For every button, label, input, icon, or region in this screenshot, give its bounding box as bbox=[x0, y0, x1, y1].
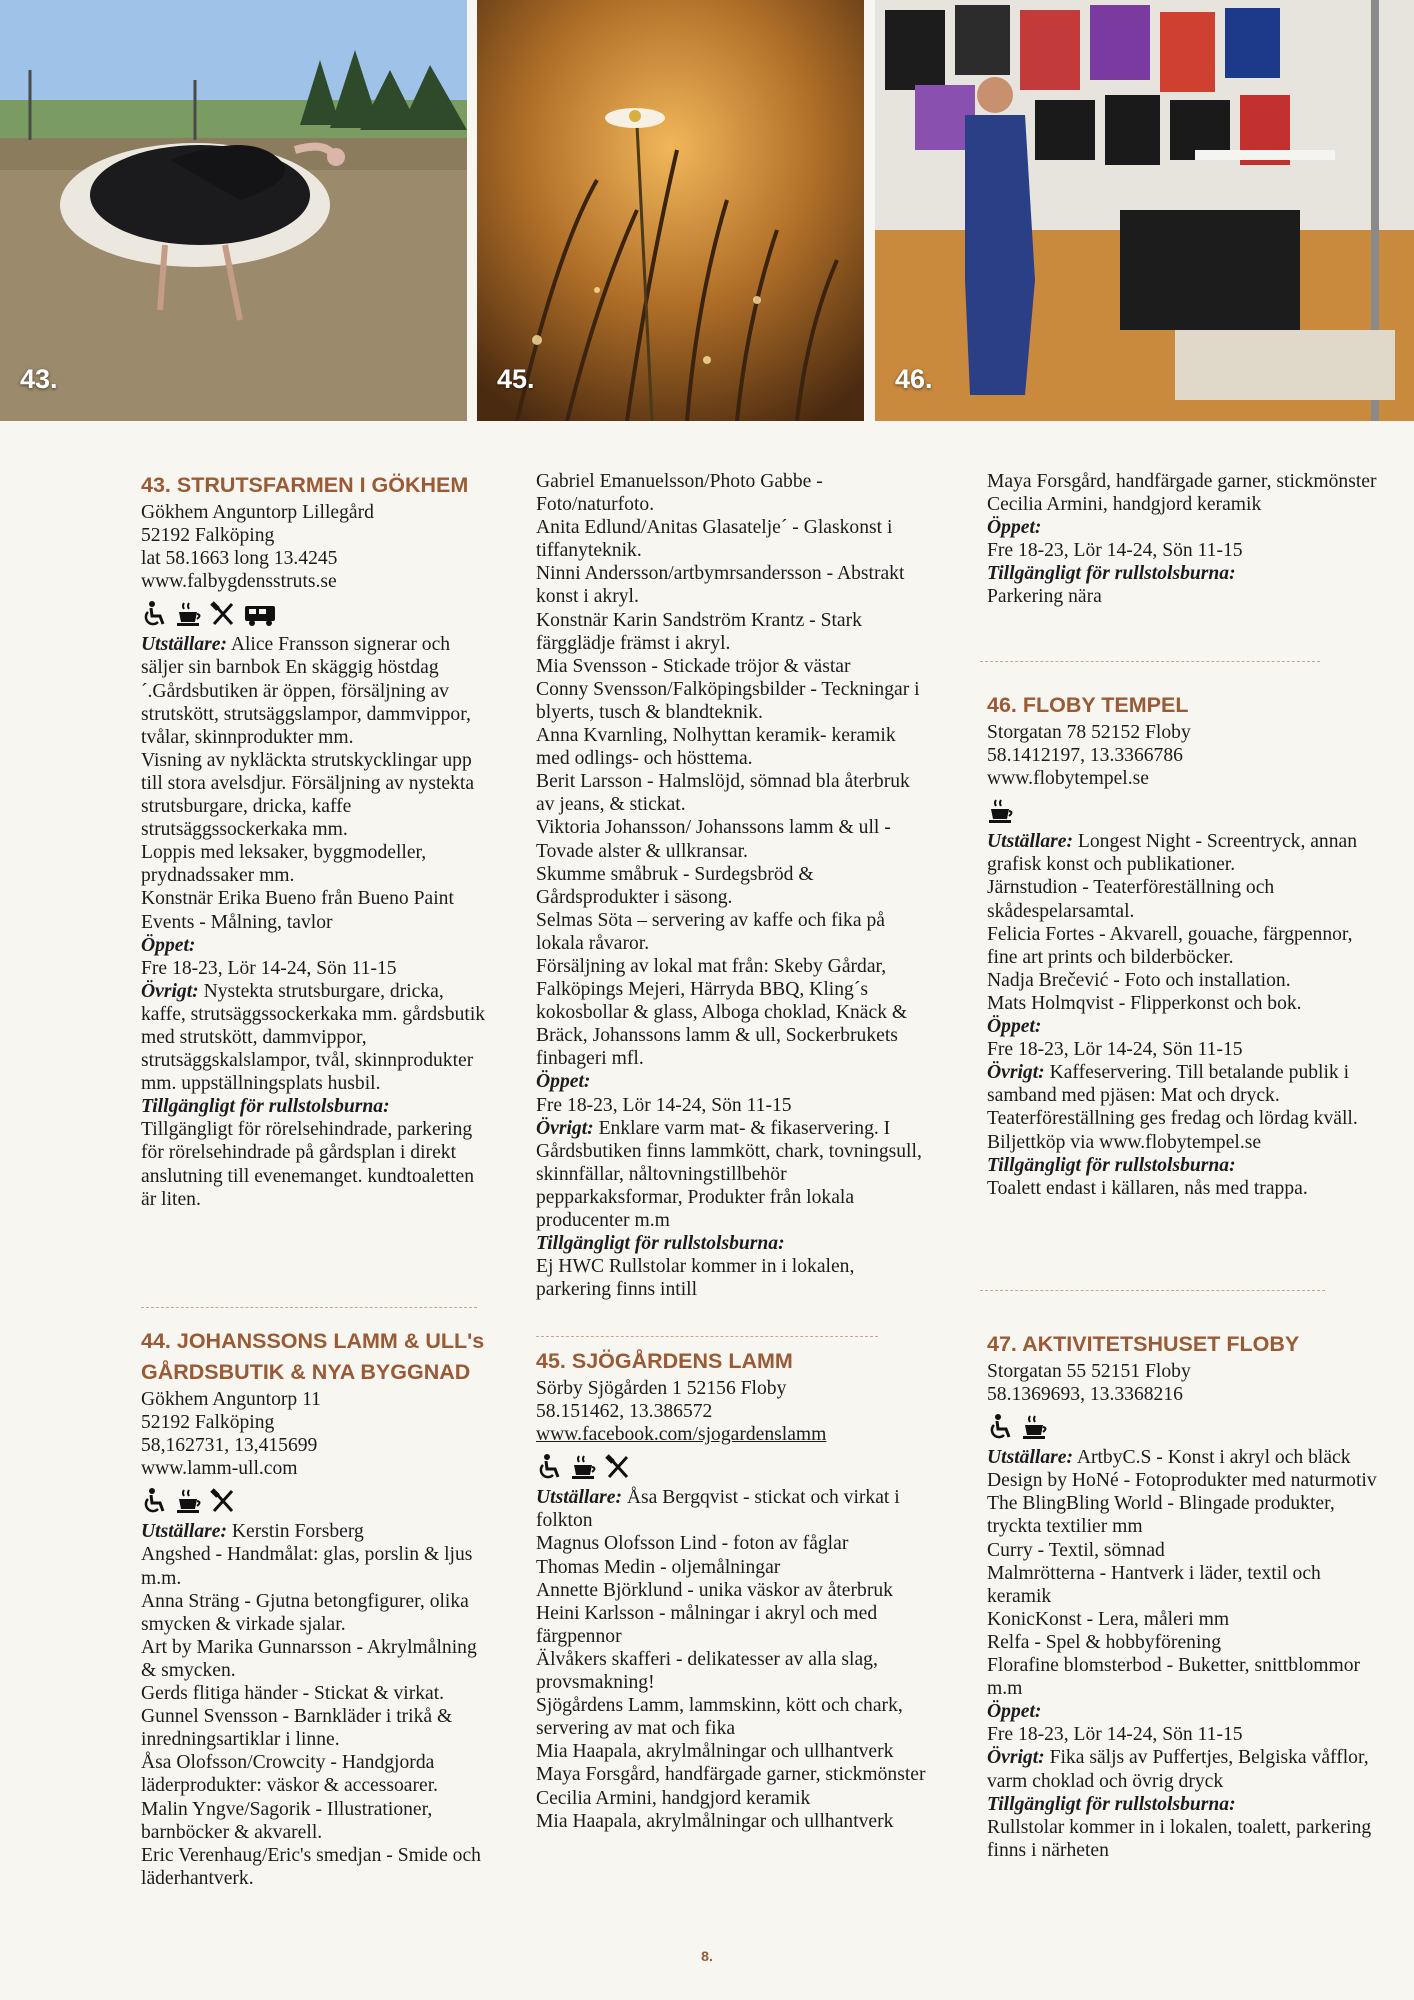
photo-45-painting bbox=[477, 0, 864, 421]
entry-44-exhibitor: Gerds flitiga händer - Stickat & virkat. bbox=[141, 1683, 445, 1705]
column-3 bbox=[987, 470, 1377, 609]
entry-45-exhibitor: Annette Björklund - unika väskor av återbruk bbox=[536, 1579, 893, 1601]
entry-45-exhibitor: Cecilia Armini, handgjord keramik bbox=[536, 1787, 811, 1809]
entry-47-coordinates: 58.1369693, 13.3368216 bbox=[987, 1384, 1183, 1406]
coffee-icon bbox=[1021, 1413, 1049, 1441]
entry-46-opening-hours: Fre 18-23, Lör 14-24, Sön 11-15 bbox=[987, 1039, 1243, 1061]
entry-47-exhibitor: Curry - Textil, sömnad bbox=[987, 1539, 1165, 1561]
wheelchair-icon bbox=[141, 600, 169, 628]
entry-43-exhibitor-intro: Utställare: Alice Fransson signerar och säljer sin barnbok En skäggig höstdag´.Gårdsbutiken är öppen, försäljning av strutskött, strutsäggslampor, dammvippor, tvålar, skinnprodukter mm. bbox=[141, 634, 471, 748]
entry-44-opening-hours: Fre 18-23, Lör 14-24, Sön 11-15 bbox=[536, 1094, 792, 1116]
entry-46-exhibitor-intro: Utställare: Longest Night - Screentryck, annan grafisk konst och publikationer. bbox=[987, 831, 1358, 876]
column-2 bbox=[536, 470, 926, 1301]
wheelchair-icon bbox=[141, 1487, 169, 1515]
entry-44-other: Övrigt: Enklare varm mat- & fikaservering. I Gårdsbutiken finns lammkött, chark, tovningsull, skinnfällar, nåltovningstillbehör pepparkaksformar, Produkter från lokala producenter m.m bbox=[536, 1117, 922, 1231]
entry-45-exhibitor: Heini Karlsson - målningar i akryl och med färgpennor bbox=[536, 1602, 878, 1647]
entry-45-exhibitor-intro: Utställare: Åsa Bergqvist - stickat och virkat i folkton bbox=[536, 1487, 900, 1532]
entry-46-address-line: Storgatan 78 52152 Floby bbox=[987, 722, 1191, 743]
entry-43-opening-hours: Fre 18-23, Lör 14-24, Sön 11-15 bbox=[141, 957, 397, 979]
photo-number: 43. bbox=[20, 364, 58, 394]
entry-47-address-line: Storgatan 55 52151 Floby bbox=[987, 1361, 1191, 1382]
utensils-icon bbox=[209, 600, 237, 628]
photo-number: 46. bbox=[895, 364, 933, 394]
entry-45-exhibitor: Cecilia Armini, handgjord keramik bbox=[987, 494, 1262, 516]
entry-47-exhibitor: Relfa - Spel & hobbyförening bbox=[987, 1631, 1221, 1653]
section-divider bbox=[141, 1307, 477, 1308]
column-3-middle bbox=[987, 690, 1377, 1200]
entry-44-address-line: Gökhem Anguntorp 11 bbox=[141, 1389, 321, 1410]
wheelchair-icon bbox=[987, 1413, 1015, 1441]
entry-43-website: www.falbygdensstruts.se bbox=[141, 571, 337, 593]
coffee-icon bbox=[987, 797, 1015, 825]
entry-47-exhibitor-intro: Utställare: ArtbyC.S - Konst i akryl och bläck bbox=[987, 1447, 1351, 1469]
column-1-lower bbox=[141, 1326, 486, 1890]
accessibility-label: Tillgängligt för rullstolsburna: bbox=[987, 1154, 1236, 1176]
section-divider bbox=[980, 1290, 1325, 1291]
entry-43-address-line: Gökhem Anguntorp Lillegård bbox=[141, 502, 374, 523]
entry-45-heading: 45. SJÖGÅRDENS LAMM bbox=[536, 1349, 793, 1373]
other-label: Övrigt: bbox=[987, 1062, 1045, 1084]
entry-46-accessibility: Toalett endast i källaren, nås med trappa. bbox=[987, 1177, 1308, 1199]
exhibitor-label: Utställare: bbox=[987, 1447, 1073, 1469]
exhibitor-label: Utställare: bbox=[141, 634, 227, 656]
entry-44-exhibitor-intro: Utställare: Kerstin Forsberg bbox=[141, 1521, 364, 1543]
coffee-icon bbox=[570, 1453, 598, 1481]
entry-43-exhibitor: Loppis med leksaker, byggmodeller, prydnadssaker mm. bbox=[141, 842, 427, 887]
entry-43-exhibitor: Visning av nykläckta strutskycklingar upp till stora avelsdjur. Försäljning av nystekta strutsburgare, dricka, kaffe strutsäggssockerkaka mm. bbox=[141, 749, 475, 841]
entry-44-accessibility: Ej HWC Rullstolar kommer in i lokalen, parkering finns intill bbox=[536, 1256, 855, 1301]
entry-45-exhibitor: Maya Forsgård, handfärgade garner, stickmönster bbox=[987, 471, 1377, 492]
entry-45-coordinates: 58.151462, 13.386572 bbox=[536, 1401, 713, 1423]
entry-45-amenity-icons bbox=[536, 1452, 926, 1482]
entry-43-accessibility: Tillgängligt för rörelsehindrade, parkering för rörelsehindrade på gårdsplan i direkt anslutning till evenemanget. kundtoaletten är liten. bbox=[141, 1119, 475, 1210]
entry-45-exhibitor: Magnus Olofsson Lind - foton av fåglar bbox=[536, 1533, 849, 1555]
entry-45-exhibitor: Thomas Medin - oljemålningar bbox=[536, 1556, 781, 1578]
entry-46-coordinates: 58.1412197, 13.3366786 bbox=[987, 745, 1183, 767]
entry-47-accessibility: Rullstolar kommer in i lokalen, toalett, parkering finns i närheten bbox=[987, 1816, 1372, 1861]
entry-43-coordinates: lat 58.1663 long 13.4245 bbox=[141, 548, 338, 570]
entry-45-exhibitor: Mia Haapala, akrylmålningar och ullhantverk bbox=[536, 1810, 894, 1832]
accessibility-label: Tillgängligt för rullstolsburna: bbox=[987, 563, 1236, 585]
exhibitor-label: Utställare: bbox=[536, 1487, 622, 1509]
entry-45-address-line: Sörby Sjögården 1 52156 Floby bbox=[536, 1378, 787, 1399]
entry-46-exhibitor: Felicia Fortes - Akvarell, gouache, färgpennor, fine art prints och bilderböcker. bbox=[987, 923, 1353, 968]
entry-47-exhibitor: Florafine blomsterbod - Buketter, snittblommor m.m bbox=[987, 1655, 1361, 1700]
entry-47-exhibitor: Malmrötterna - Hantverk i läder, textil och keramik bbox=[987, 1562, 1321, 1607]
photo-46-artist bbox=[875, 0, 1414, 421]
entry-44-address-line: 52192 Falköping bbox=[141, 1412, 275, 1434]
entry-44-exhibitor: Angshed - Handmålat: glas, porslin & ljus m.m. bbox=[141, 1544, 473, 1589]
entry-45-exhibitor: Sjögårdens Lamm, lammskinn, kött och chark, servering av mat och fika bbox=[536, 1695, 903, 1740]
entry-46-other: Övrigt: Kaffeservering. Till betalande publik i samband med pjäsen: Mat och dryck. Teaterföreställning ges fredag och lördag kväll. Biljettköp via www.flobytempel.se bbox=[987, 1062, 1358, 1153]
entry-44-exhibitor: Anna Sträng - Gjutna betongfigurer, olika smycken & virkade sjalar. bbox=[141, 1590, 469, 1635]
entry-46-exhibitor: Järnstudion - Teaterföreställning och skådespelarsamtal. bbox=[987, 877, 1275, 922]
entry-45-exhibitor: Maya Forsgård, handfärgade garner, stickmönster bbox=[536, 1764, 926, 1786]
utensils-icon bbox=[604, 1453, 632, 1481]
entry-44-exhibitor: Gabriel Emanuelsson/Photo Gabbe - Foto/naturfoto. bbox=[536, 471, 823, 516]
open-label: Öppet: bbox=[987, 517, 1042, 539]
entry-44-website: www.lamm-ull.com bbox=[141, 1458, 298, 1480]
entry-44-exhibitor: Conny Svensson/Falköpingsbilder - Teckningar i blyerts, tusch & blandteknik. bbox=[536, 678, 920, 723]
entry-43-other: Övrigt: Nystekta strutsburgare, dricka, kaffe, strutsäggssockerkaka mm. gårdsbutik med strutskött, dammvippor, strutsäggskalslampor, tvål, skinnprodukter mm. uppställningsplats husbil. bbox=[141, 980, 486, 1095]
entry-47-opening-hours: Fre 18-23, Lör 14-24, Sön 11-15 bbox=[987, 1724, 1243, 1746]
entry-44-exhibitor: Ninni Andersson/artbymrsandersson - Abstrakt konst i akryl. bbox=[536, 563, 905, 608]
entry-47-other: Övrigt: Fika säljs av Puffertjes, Belgiska våfflor, varm choklad och övrig dryck bbox=[987, 1747, 1369, 1792]
entry-43-heading: 43. STRUTSFARMEN I GÖKHEM bbox=[141, 473, 469, 497]
exhibitor-label: Utställare: bbox=[987, 831, 1073, 853]
photo-43-ostrich bbox=[0, 0, 467, 421]
entry-44-exhibitor: Selmas Söta – servering av kaffe och fika på lokala råvaror. bbox=[536, 909, 885, 954]
photo-number: 45. bbox=[497, 364, 535, 394]
entry-45-exhibitor: Mia Haapala, akrylmålningar och ullhantverk bbox=[536, 1741, 894, 1763]
entry-44-exhibitor: Försäljning av lokal mat från: Skeby Gårdar, Falköpings Mejeri, Härryda BBQ, Kling´s kokosbollar & glass, Alboga choklad, Knäck & Bräck, Johanssons lamm & ull, Sockerbrukets finbageri mfl. bbox=[536, 955, 908, 1070]
entry-43-amenity-icons bbox=[141, 599, 486, 629]
other-label: Övrigt: bbox=[987, 1747, 1045, 1769]
entry-45-facebook-link[interactable]: www.facebook.com/sjogardenslamm bbox=[536, 1424, 827, 1446]
entry-43-exhibitor: Konstnär Erika Bueno från Bueno Paint Events - Målning, tavlor bbox=[141, 888, 454, 933]
entry-47-exhibitor: The BlingBling World - Blingade produkter, tryckta textilier mm bbox=[987, 1493, 1335, 1538]
entry-44-exhibitor: Berit Larsson - Halmslöjd, sömnad bla återbruk av jeans, & stickat. bbox=[536, 771, 910, 816]
entry-44-exhibitor: Konstnär Karin Sandström Krantz - Stark färgglädje främst i akryl. bbox=[536, 609, 862, 654]
entry-44-exhibitor: Eric Verenhaug/Eric's smedjan - Smide och läderhantverk. bbox=[141, 1844, 481, 1889]
entry-44-exhibitor: Anna Kvarnling, Nolhyttan keramik- keramik med odlings- och hösttema. bbox=[536, 725, 896, 770]
entry-43-address-line: 52192 Falköping bbox=[141, 525, 275, 547]
column-2-lower bbox=[536, 1346, 926, 1833]
entry-46-exhibitor: Nadja Brečević - Foto och installation. bbox=[987, 969, 1291, 991]
entry-44-exhibitor: Gunnel Svensson - Barnkläder i trikå & inredningsartiklar i linne. bbox=[141, 1706, 453, 1751]
entry-44-heading: 44. JOHANSSONS LAMM & ULL's GÅRDSBUTIK & NYA BYGGNAD bbox=[141, 1329, 485, 1384]
column-3-lower bbox=[987, 1329, 1377, 1862]
accessibility-label: Tillgängligt för rullstolsburna: bbox=[141, 1096, 390, 1118]
entry-47-heading: 47. AKTIVITETSHUSET FLOBY bbox=[987, 1332, 1300, 1356]
open-label: Öppet: bbox=[987, 1701, 1042, 1723]
accessibility-label: Tillgängligt för rullstolsburna: bbox=[536, 1233, 785, 1255]
page-number: 8. bbox=[701, 1948, 713, 1964]
camper-icon bbox=[243, 600, 279, 628]
other-label: Övrigt: bbox=[536, 1117, 594, 1139]
coffee-icon bbox=[175, 1487, 203, 1515]
exhibitor-label: Utställare: bbox=[141, 1521, 227, 1543]
entry-47-exhibitor: KonicKonst - Lera, måleri mm bbox=[987, 1608, 1230, 1630]
entry-45-opening-hours: Fre 18-23, Lör 14-24, Sön 11-15 bbox=[987, 540, 1243, 562]
entry-44-exhibitor: Mia Svensson - Stickade tröjor & västar bbox=[536, 655, 851, 677]
entry-46-heading: 46. FLOBY TEMPEL bbox=[987, 693, 1189, 717]
accessibility-label: Tillgängligt för rullstolsburna: bbox=[987, 1793, 1236, 1815]
open-label: Öppet: bbox=[141, 934, 196, 956]
entry-45-exhibitor: Älvåkers skafferi - delikatesser av alla slag, provsmakning! bbox=[536, 1648, 878, 1694]
entry-44-amenity-icons bbox=[141, 1486, 486, 1516]
other-label: Övrigt: bbox=[141, 980, 199, 1002]
entry-44-coordinates: 58,162731, 13,415699 bbox=[141, 1435, 318, 1457]
utensils-icon bbox=[209, 1487, 237, 1515]
wheelchair-icon bbox=[536, 1453, 564, 1481]
entry-47-exhibitor: Design by HoNé - Fotoprodukter med naturmotiv bbox=[987, 1470, 1377, 1492]
entry-46-website: www.flobytempel.se bbox=[987, 768, 1149, 790]
entry-44-exhibitor: Malin Yngve/Sagorik - Illustrationer, barnböcker & akvarell. bbox=[141, 1798, 433, 1843]
coffee-icon bbox=[175, 600, 203, 628]
open-label: Öppet: bbox=[987, 1016, 1042, 1038]
entry-46-amenity-icons bbox=[987, 796, 1377, 826]
entry-46-exhibitor: Mats Holmqvist - Flipperkonst och bok. bbox=[987, 992, 1302, 1014]
entry-44-exhibitor: Åsa Olofsson/Crowcity - Handgjorda läderprodukter: väskor & accessoarer. bbox=[141, 1752, 439, 1797]
entry-44-exhibitor: Art by Marika Gunnarsson - Akrylmålning & smycken. bbox=[141, 1636, 477, 1681]
entry-44-exhibitor: Viktoria Johansson/ Johanssons lamm & ull - Tovade alster & ullkransar. bbox=[536, 817, 891, 862]
open-label: Öppet: bbox=[536, 1071, 591, 1093]
column-1 bbox=[141, 470, 486, 1211]
entry-45-accessibility: Parkering nära bbox=[987, 586, 1102, 608]
entry-47-amenity-icons bbox=[987, 1412, 1377, 1442]
entry-44-exhibitor: Anita Edlund/Anitas Glasatelje´ - Glaskonst i tiffanyteknik. bbox=[536, 517, 893, 562]
section-divider bbox=[980, 661, 1320, 662]
entry-44-exhibitor: Skumme småbruk - Surdegsbröd & Gårdsprodukter i säsong. bbox=[536, 863, 814, 908]
section-divider bbox=[536, 1336, 878, 1337]
